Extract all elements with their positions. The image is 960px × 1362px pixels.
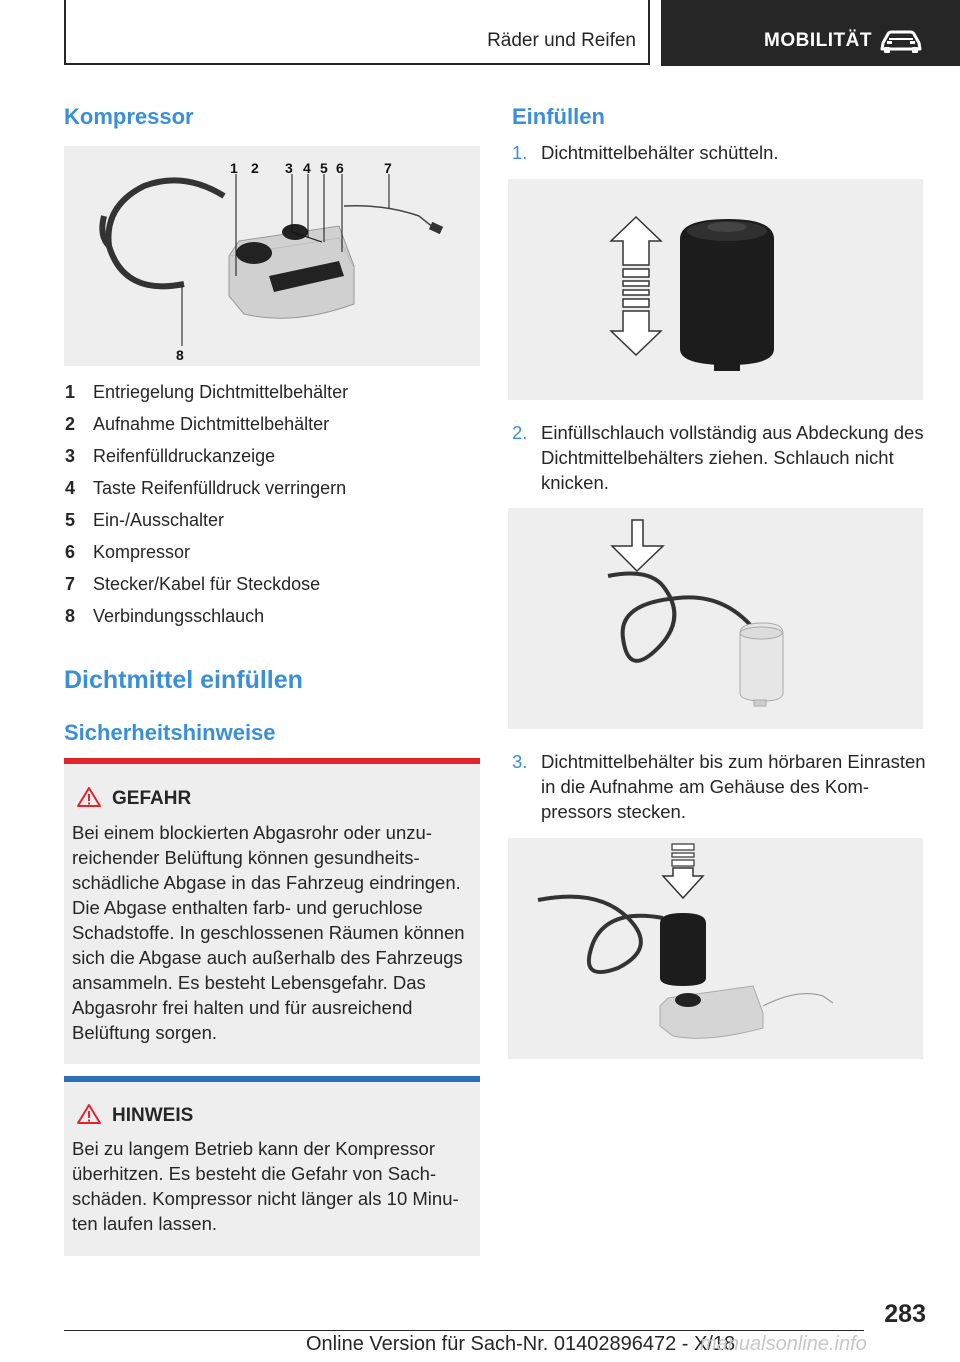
danger-title: GEFAHR [112,788,192,809]
page-number: 283 [884,1300,926,1328]
legend-number: 5 [65,510,76,530]
danger-box [64,758,480,1064]
figure-callout: 1 [230,160,238,176]
notice-bar [64,1076,480,1082]
kompressor-heading: Kompressor [64,104,194,129]
legend-item [65,476,475,508]
figure-callout: 7 [384,160,392,176]
figure-callout: 2 [251,160,259,176]
car-icon [879,29,923,55]
legend-text: Stecker/Kabel für Steckdose [93,574,321,594]
legend-item [65,604,475,636]
insert-figure [508,838,923,1059]
shake-figure [508,179,923,400]
figure-callout: 4 [303,160,311,176]
danger-text: Bei einem blockierten Abgasrohr oder unzureichender Belüftung können gesundheitsschädliche Abgase in das Fahrzeug eindringen. Die Abgase enthalten farb- und geruchlose Schadstoffe. In geschlossenen Räumen können sich die Abgase auch außerhalb des Fahrzeugs ansammeln. Es besteht Lebensgefahr. Das Abgasrohr frei halten und für ausreichend Belüftung sorgen. [72,822,465,1043]
footer-online-version: Online Version für Sach-Nr. 01402896472 - X/18 [306,1333,736,1355]
legend-text: Taste Reifenfülldruck verringern [93,478,347,498]
legend-number: 1 [65,382,76,402]
legend-text: Ein-/Ausschalter [93,510,225,530]
step-text: Dichtmittelbehälter schütteln. [541,142,779,163]
legend-number: 3 [65,446,76,466]
figure-callout: 5 [320,160,328,176]
einfuellen-heading: Einfüllen [512,104,605,129]
notice-box [64,1076,480,1256]
legend-item [65,380,475,412]
legend-number: 6 [65,542,76,562]
header-separator [648,0,650,64]
step-text: Dichtmittelbehälter bis zum hörbaren Einrasten in die Aufnahme am Gehäuse des Kompressors stecken. [541,751,926,822]
legend-text: Aufnahme Dichtmittelbehälter [93,414,330,434]
hose-figure [508,508,923,729]
footer-watermark: manualsonline.info [700,1333,867,1355]
legend-text: Kompressor [93,542,191,562]
subsection-title: Sicherheitshinweise [64,720,276,745]
header-left-rule [64,0,66,64]
header-chapter-label: MOBILITÄT [764,30,872,51]
legend-text: Reifenfülldruckanzeige [93,446,276,466]
insert-illustration [508,838,923,1059]
notice-title: HINWEIS [112,1105,194,1126]
step-number: 2. [512,422,528,443]
figure-callout: 8 [176,347,184,363]
compressor-illustration [64,146,480,366]
header-chapter-tab [661,0,960,66]
header-bottom-rule [64,63,650,65]
warning-triangle-icon [76,1103,102,1125]
component-legend [65,380,475,636]
legend-item [65,540,475,572]
shake-illustration [508,179,923,400]
legend-number: 4 [65,478,76,498]
step-number: 1. [512,142,528,163]
legend-item [65,412,475,444]
legend-number: 8 [65,606,76,626]
step-text: Einfüllschlauch vollständig aus Abdeckung des Dichtmittelbehälters ziehen. Schlauch nicht knicken. [541,422,924,493]
legend-item [65,572,475,604]
legend-item [65,508,475,540]
legend-item [65,444,475,476]
figure-callout: 3 [285,160,293,176]
step-number: 3. [512,751,528,772]
legend-text: Verbindungsschlauch [93,606,265,626]
notice-text: Bei zu langem Betrieb kann der Kompressor überhitzen. Es besteht die Gefahr von Sachschäden. Kompressor nicht länger als 10 Minuten laufen lassen. [72,1138,459,1234]
legend-text: Entriegelung Dichtmittelbehälter [93,382,349,402]
compressor-figure [64,146,480,366]
legend-number: 2 [65,414,76,434]
section-title: Dichtmittel einfüllen [64,666,303,694]
warning-triangle-icon [76,786,102,808]
footer-rule [64,1330,864,1331]
danger-bar [64,758,480,764]
figure-callout: 6 [336,160,344,176]
hose-illustration [508,508,923,729]
legend-number: 7 [65,574,76,594]
header-section-title: Räder und Reifen [487,30,636,51]
